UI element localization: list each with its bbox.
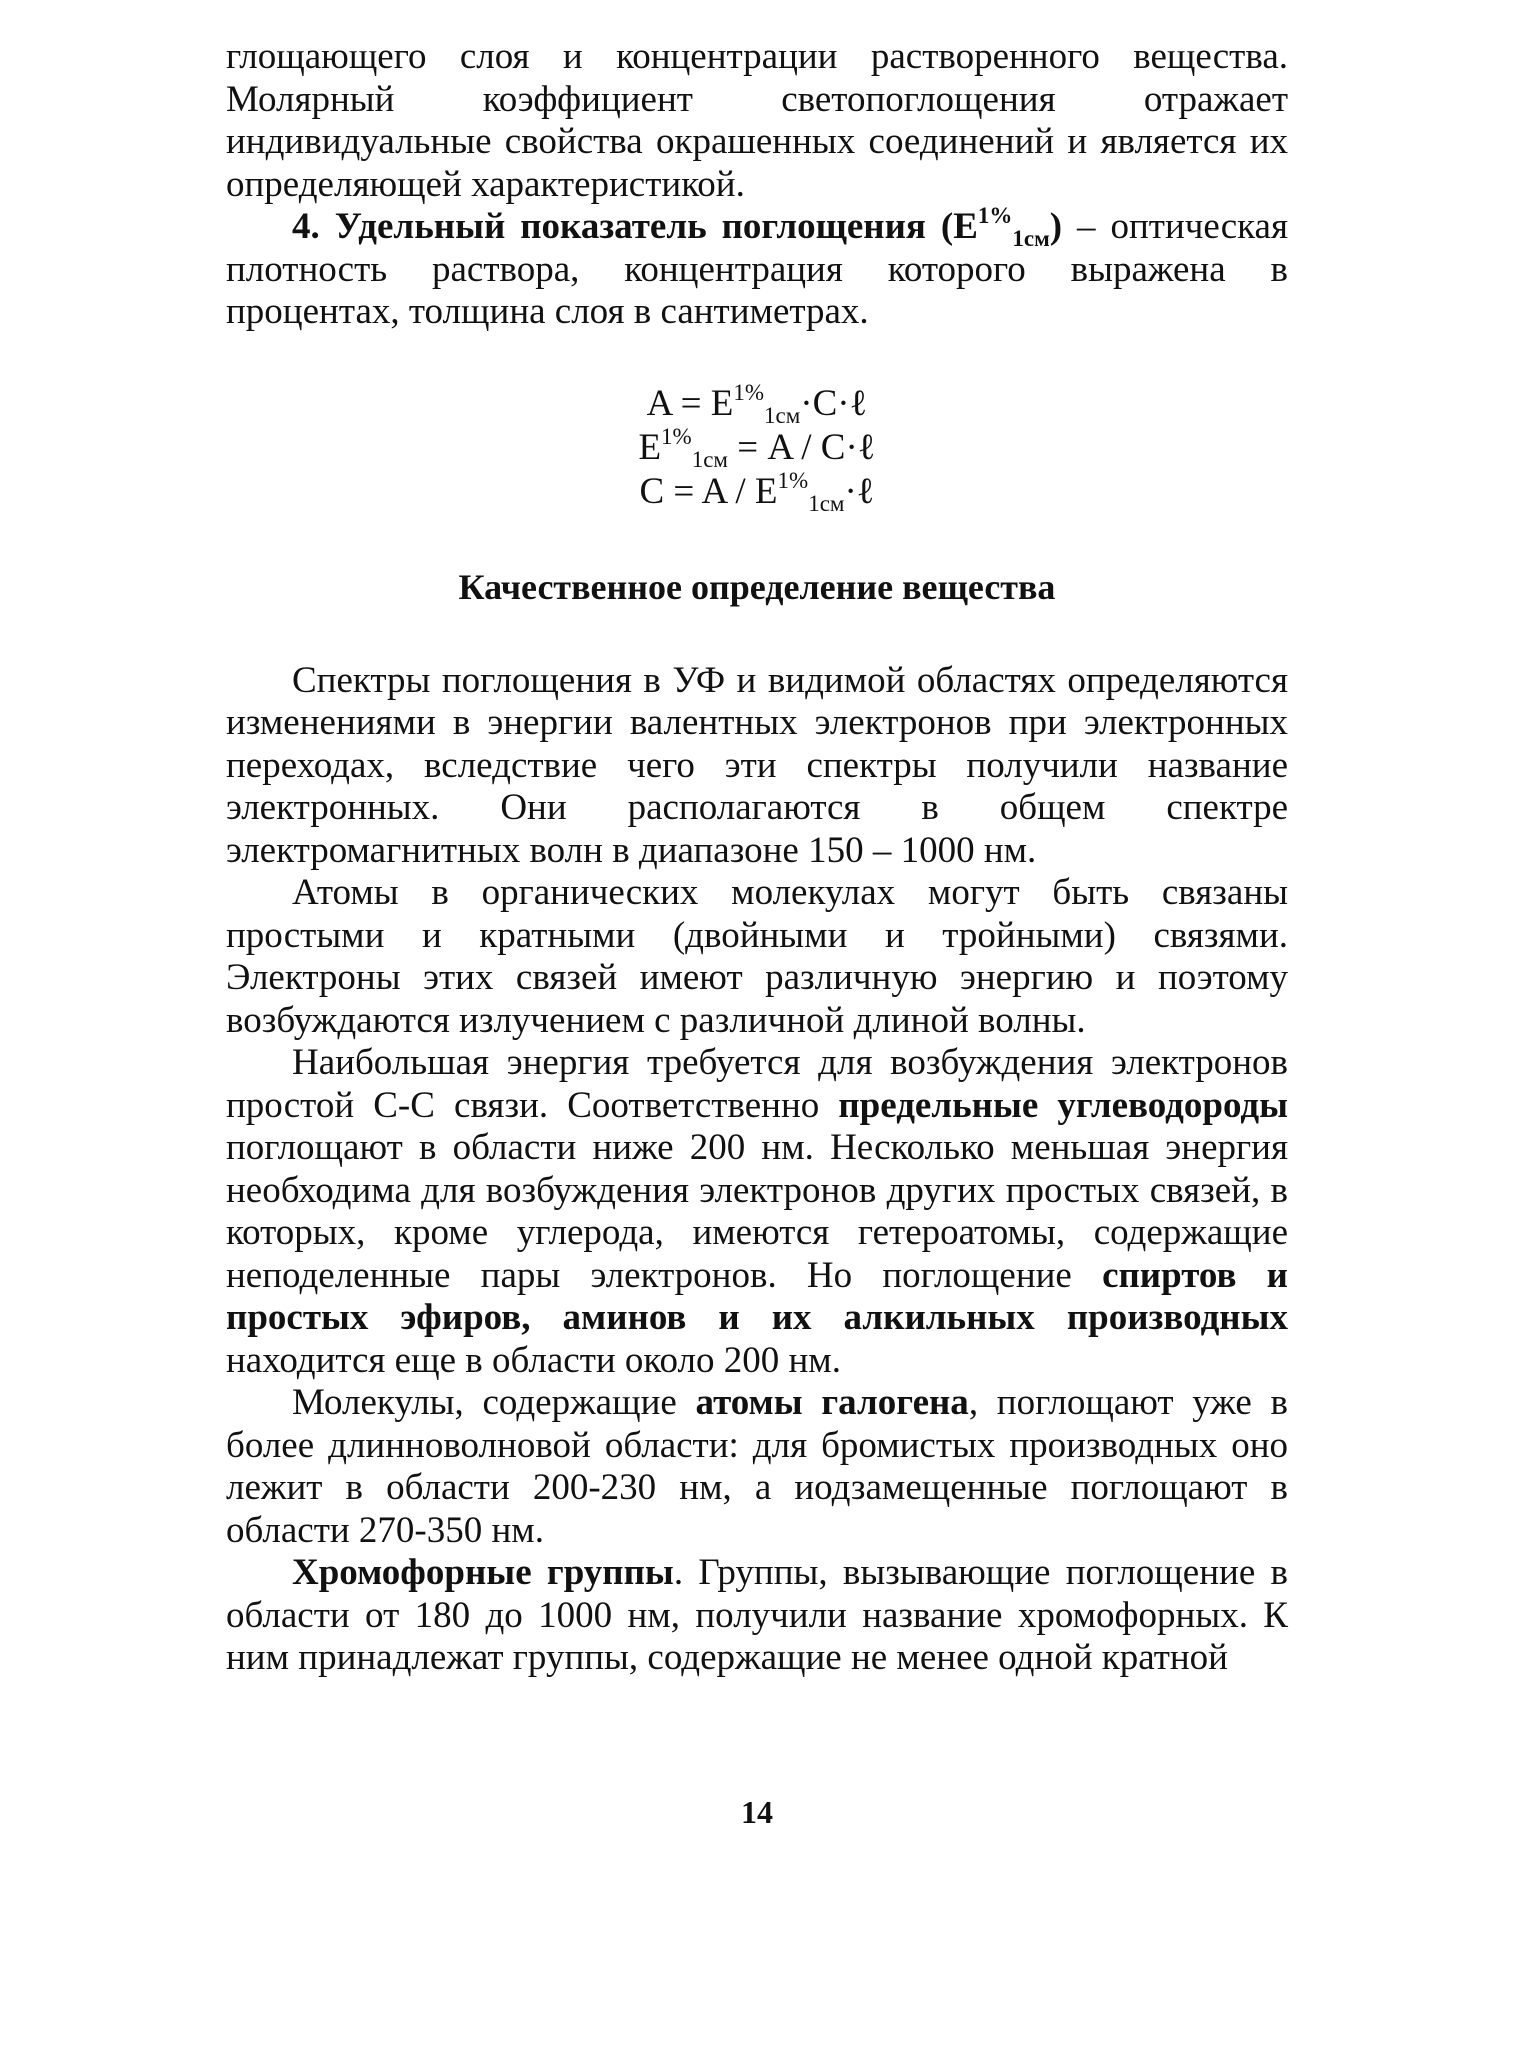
definition-paragraph bbox=[226, 203, 1288, 334]
formula-concentration: $C = A / E^{1\%}_{1см}\cdot\ell$ bbox=[639, 467, 875, 516]
formula-absorbance: $A = E^{1\%}_{1см}\cdot C\cdot\ell$ bbox=[646, 379, 868, 428]
document-page bbox=[226, 36, 1288, 1830]
formula-block bbox=[226, 379, 1288, 516]
paragraph-spectra: Спектры поглощения в УФ и видимой областях определяются изменениями в энергии валентных электронов при электронных переходах, вследствие чего эти спектры получили название электронных. Они располагаются в общем спектре электромагнитных волн в диапазоне 150 – 1000 нм. bbox=[226, 659, 1288, 871]
paragraph-atoms: Атомы в органических молекулах могут быть связаны простыми и кратными (двойными и тройными) связями. Электроны этих связей имеют различную энергию и поэтому возбуждаются излучением с различной длиной волны. bbox=[226, 872, 1288, 1041]
continuation-paragraph: глощающего слоя и концентрации растворенного вещества. Молярный коэффициент светопоглощения отражает индивидуальные свойства окрашенных соединений и является их определяющей характеристикой. bbox=[226, 36, 1288, 205]
formula-specific-index: $E^{1\%}_{1см} = A$ / C·ℓ bbox=[638, 423, 876, 472]
paragraph-chromophores: Хромофорные группы. Группы, вызывающие поглощение в области от 180 до 1000 нм, получили название хромофорных. К ним принадлежат группы, содержащие не менее одной кратной bbox=[226, 1552, 1288, 1678]
paragraph-halogens: Молекулы, содержащие атомы галогена, поглощают уже в более длинноволновой области: для бромистых производных оно лежит в области 200-230 нм, а иодзамещенные поглощают в области 270-350 нм. bbox=[226, 1382, 1288, 1551]
definition-term: 4. Удельный показатель поглощения $(E^{1\%}_{1см})$ bbox=[292, 203, 1063, 251]
page-number: 14 bbox=[741, 1794, 773, 1830]
definition-text: – оптическая плотность раствора, концентрация которого выражена в процентах, толщина слоя в сантиметрах. bbox=[226, 206, 1288, 332]
section-heading: Качественное определение вещества bbox=[458, 566, 1056, 607]
paragraph-energy: Наибольшая энергия требуется для возбуждения электронов простой С-С связи. Соответственно предельные углеводороды поглощают в области ниже 200 нм. Несколько меньшая энергия необходима для возбуждения электронов других простых связей, в которых, кроме углерода, имеются гетероатомы, содержащие неподеленные пары электронов. Но поглощение спиртов и простых эфиров, аминов и их алкильных производных находится еще в области около 200 нм. bbox=[226, 1042, 1288, 1381]
